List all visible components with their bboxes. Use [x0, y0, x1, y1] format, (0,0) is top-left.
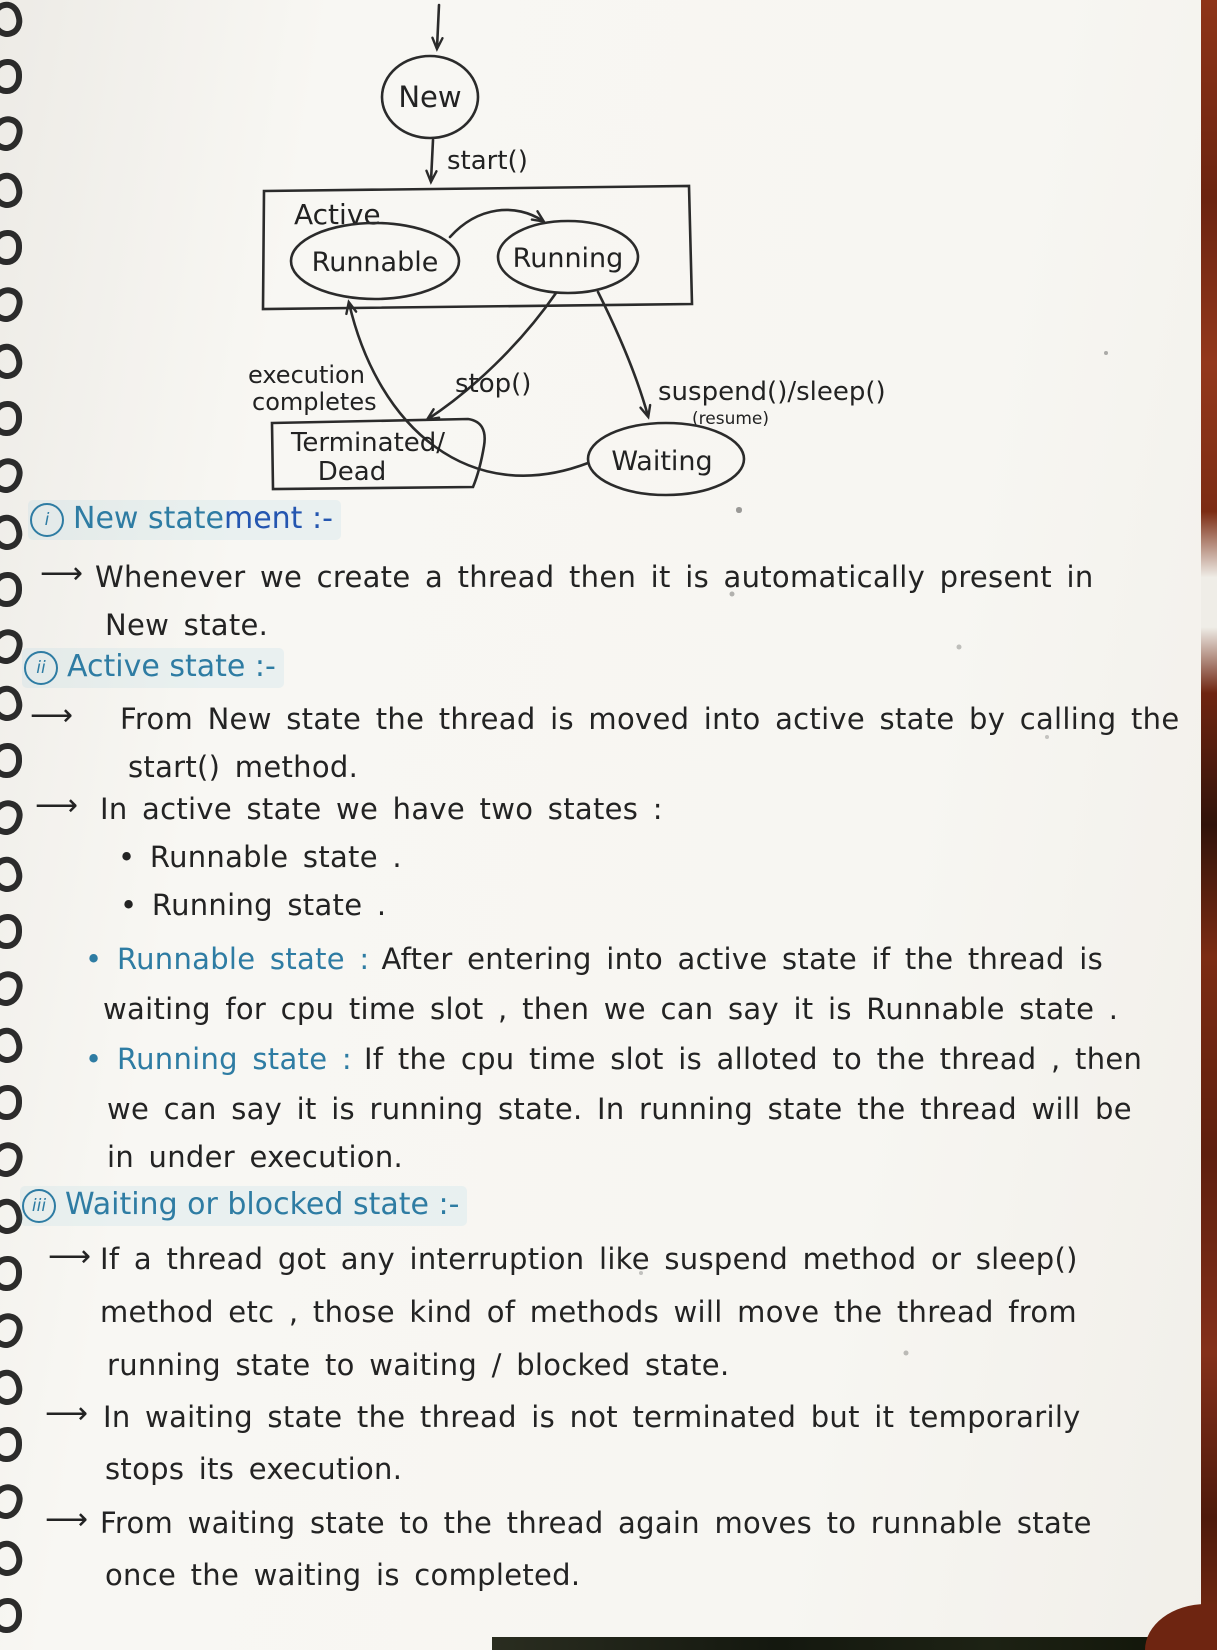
spiral-hole [0, 796, 26, 838]
note-line: start() method. [128, 750, 359, 784]
arrow-glyph: ⟶ [45, 1396, 89, 1431]
note-line: method etc , those kind of methods will move the thread from [100, 1295, 1077, 1329]
note-line: once the waiting is completed. [105, 1558, 581, 1592]
arrow-glyph: ⟶ [35, 788, 79, 823]
note-line: Whenever we create a thread then it is automatically present in [95, 560, 1094, 594]
start-arrow [431, 140, 433, 181]
spiral-hole [0, 1427, 22, 1462]
arrow-glyph: ⟶ [40, 556, 84, 591]
spiral-hole [0, 511, 26, 553]
bullet-line: • Runnable state . [118, 840, 402, 874]
page-corner [1145, 1604, 1217, 1650]
section-1-number: i [30, 503, 64, 537]
running-definition-lead [85, 1042, 352, 1076]
runnable-definition-lead [85, 942, 369, 976]
terminated-label-line1: Terminated/ [290, 428, 446, 458]
spiral-hole [0, 1480, 26, 1522]
new-state-label: New [398, 80, 462, 114]
runnable-definition-rest: After entering into active state if the thread is [381, 942, 1104, 976]
suspend-edge-label: suspend()/sleep() [658, 377, 886, 407]
spiral-hole [0, 1085, 22, 1120]
spiral-hole [0, 853, 26, 895]
section-3-heading [20, 1186, 467, 1226]
running-definition-rest: If the cpu time slot is alloted to the thread , then [363, 1042, 1143, 1076]
suspend-arrow [598, 292, 648, 416]
section-3-number: iii [22, 1189, 56, 1223]
spiral-hole [0, 1024, 26, 1066]
section-1-title: New state [73, 501, 224, 536]
spiral-hole [0, 1138, 26, 1180]
running-state-label: Running [512, 243, 624, 274]
spiral-hole [0, 1309, 26, 1351]
runnable-state-label: Runnable [311, 247, 439, 278]
note-line: From waiting state to the thread again moves to runnable state [100, 1506, 1092, 1540]
terminated-label-line2: Dead [317, 457, 387, 487]
thread-lifecycle-diagram [0, 0, 1000, 512]
bullet-line: • Running state . [120, 888, 387, 922]
note-line: In waiting state the thread is not terminated but it temporarily [103, 1400, 1081, 1434]
spiral-hole [0, 914, 22, 949]
note-line: waiting for cpu time slot , then we can say it is Runnable state . [103, 992, 1119, 1026]
spiral-hole [0, 743, 22, 778]
waiting-state-label: Waiting [611, 446, 713, 477]
stop-edge-label: stop() [455, 369, 532, 399]
note-line: From New state the thread is moved into active state by calling the [120, 702, 1180, 736]
spiral-hole [0, 1598, 22, 1633]
section-2-number: ii [24, 651, 58, 685]
execution-label-line1: execution [248, 361, 365, 389]
note-line: running state to waiting / blocked state. [107, 1348, 730, 1382]
note-line: stops its execution. [105, 1452, 403, 1486]
bullet-glyph: • [85, 1042, 103, 1076]
stop-arrow [428, 293, 556, 419]
running-definition-line [85, 1042, 1142, 1076]
section-2-title: Active state :- [67, 649, 276, 684]
resume-edge-label: (resume) [692, 409, 769, 429]
section-1-heading [28, 500, 341, 540]
table-edge-band [492, 1637, 1203, 1650]
spiral-hole [0, 1366, 26, 1408]
note-line: New state. [105, 608, 269, 642]
active-state-label: Active [294, 198, 381, 231]
spiral-hole [0, 1537, 26, 1579]
section-3-title: Waiting or blocked state :- [65, 1187, 460, 1222]
runnable-lead-text: Runnable state : [116, 942, 370, 976]
note-line: we can say it is running state. In running state the thread will be [107, 1092, 1132, 1126]
bullet-glyph: • [85, 942, 103, 976]
running-lead-text: Running state : [116, 1042, 352, 1076]
entry-arrow [437, 5, 439, 48]
spiral-hole [0, 1256, 22, 1291]
start-edge-label: start() [447, 146, 528, 176]
runnable-definition-line [85, 942, 1103, 976]
runnable-to-running-arrow [450, 210, 543, 237]
note-line: in under execution. [107, 1140, 404, 1174]
note-line: If a thread got any interruption like suspend method or sleep() [100, 1242, 1078, 1276]
execution-label-line2: completes [252, 388, 377, 416]
section-1-title-overwrite: ment :- [223, 501, 333, 536]
arrow-glyph: ⟶ [30, 698, 74, 733]
note-line: In active state we have two states : [100, 792, 663, 826]
page-edge-strip [1201, 0, 1217, 1650]
arrow-glyph: ⟶ [45, 1502, 89, 1537]
spiral-hole [0, 572, 22, 607]
section-2-heading [22, 648, 284, 688]
arrow-glyph: ⟶ [48, 1239, 92, 1274]
spiral-hole [0, 967, 26, 1009]
spiral-hole [0, 682, 26, 724]
